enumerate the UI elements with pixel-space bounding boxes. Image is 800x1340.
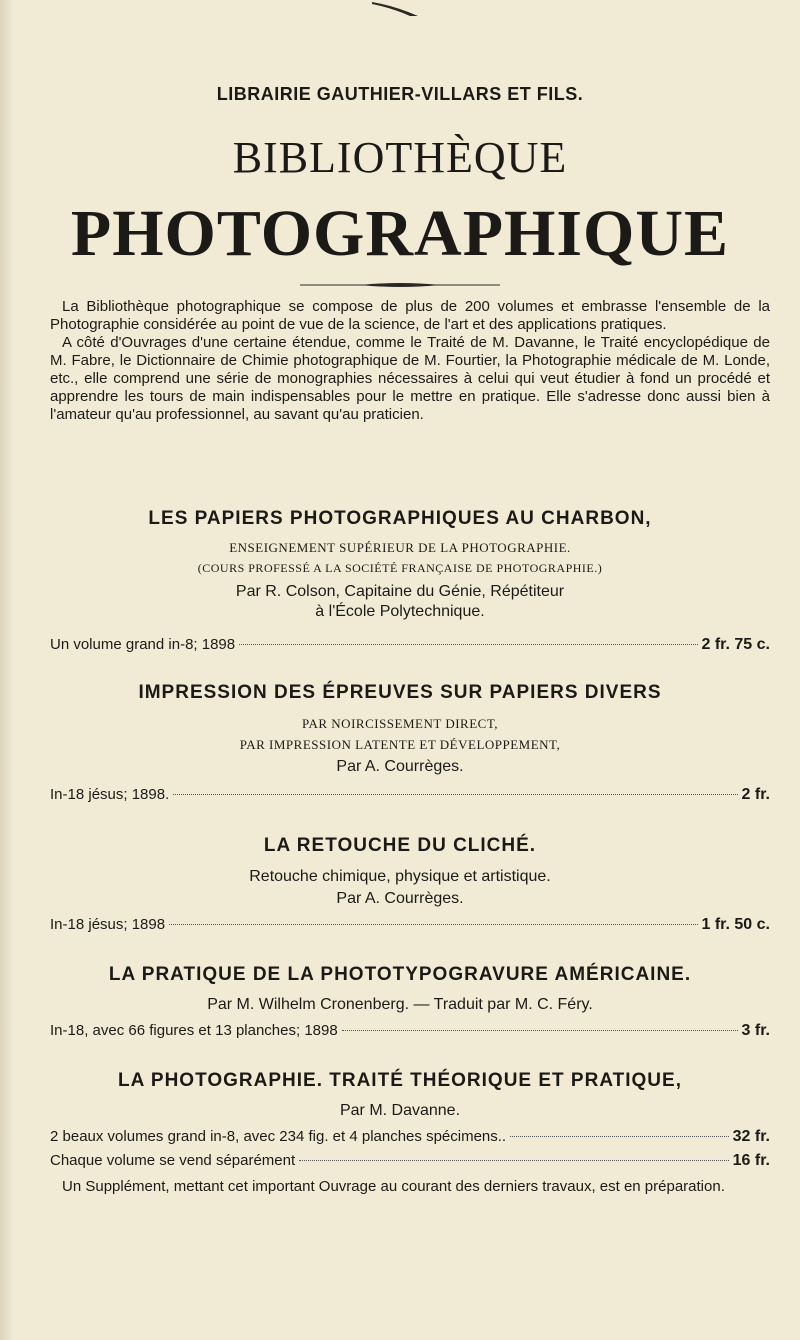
book-price-row [50, 636, 770, 654]
dot-leader [239, 644, 697, 645]
dot-leader [342, 1030, 738, 1031]
book-format: 2 beaux volumes grand in-8, avec 234 fig. et 4 planches spécimens.. [50, 1128, 507, 1145]
book-author: Par R. Colson, Capitaine du Génie, Répétiteur [235, 583, 565, 600]
book-author: à l'École Polytechnique. [315, 603, 485, 620]
book-subtitle: (COURS PROFESSÉ A LA SOCIÉTÉ FRANÇAISE DE PHOTOGRAPHIE.) [197, 561, 603, 575]
book-price-row [50, 1152, 770, 1170]
intro-paragraph: A côté d'Ouvrages d'une certaine étendue, comme le Traité de M. Davanne, le Traité encyclopédique de M. Fabre, le Dictionnaire de Chimie photographique de M. Fourtier, la Photographie médicale de M. Londe, etc., elle comprend une série de monographies nécessaires à celui qui veut étudier à fond un procédé et apprendre les tours de main indispensables pour le mettre en pratique. Elle s'adresse donc aussi bien à l'amateur qu'au professionnel, au savant qu'au praticien. [50, 334, 770, 423]
book-price-row [50, 786, 770, 804]
book-format: In-18 jésus; 1898. [50, 786, 170, 803]
book-format: Chaque volume se vend séparément [50, 1152, 296, 1169]
series-title-line2: PHOTOGRAPHIQUE [70, 197, 730, 270]
book-format: In-18, avec 66 figures et 13 planches; 1898 [50, 1022, 338, 1039]
book-price: 1 fr. 50 c. [701, 916, 770, 933]
book-subtitle: PAR IMPRESSION LATENTE ET DÉVELOPPEMENT, [239, 737, 561, 752]
decorative-rule [300, 282, 500, 288]
book-format: Un volume grand in-8; 1898 [50, 636, 236, 653]
book-price: 2 fr. 75 c. [701, 636, 770, 653]
book-subtitle: PAR NOIRCISSEMENT DIRECT, [301, 716, 499, 731]
book-note: Un Supplément, mettant cet important Ouvrage au courant des derniers travaux, est en préparation. [62, 1178, 725, 1195]
book-subtitle: Retouche chimique, physique et artistique. [249, 868, 551, 885]
book-title: LA PHOTOGRAPHIE. TRAITÉ THÉORIQUE ET PRATIQUE, [118, 1070, 682, 1091]
book-author: Par A. Courrèges. [336, 758, 464, 775]
book-title: LA PRATIQUE DE LA PHOTOTYPOGRAVURE AMÉRICAINE. [108, 964, 692, 985]
book-price: 32 fr. [732, 1128, 770, 1145]
book-format: In-18 jésus; 1898 [50, 916, 166, 933]
book-price: 2 fr. [741, 786, 770, 803]
book-subtitle: ENSEIGNEMENT SUPÉRIEUR DE LA PHOTOGRAPHIE. [229, 540, 571, 555]
book-price-row [50, 1022, 770, 1040]
book-price-row [50, 1128, 770, 1146]
dot-leader [510, 1136, 729, 1137]
book-title: LES PAPIERS PHOTOGRAPHIQUES AU CHARBON, [148, 508, 652, 529]
dot-leader [173, 794, 737, 795]
book-title: LA RETOUCHE DU CLICHÉ. [263, 835, 537, 856]
dot-leader [169, 924, 697, 925]
publisher-heading: LIBRAIRIE GAUTHIER-VILLARS ET FILS. [216, 84, 584, 104]
book-author: Par A. Courrèges. [336, 890, 464, 907]
book-price: 16 fr. [732, 1152, 770, 1169]
book-title: IMPRESSION DES ÉPREUVES SUR PAPIERS DIVERS [138, 682, 662, 703]
book-price: 3 fr. [741, 1022, 770, 1039]
book-price-row [50, 916, 770, 934]
series-title-line1: BIBLIOTHÈQUE [232, 133, 568, 182]
intro-text [50, 298, 770, 424]
dot-leader [299, 1160, 728, 1161]
intro-paragraph: La Bibliothèque photographique se compose de plus de 200 volumes et embrasse l'ensemble de la Photographie considérée au point de vue de la science, de l'art et des applications pratiques. [50, 298, 770, 333]
ornament-icon [370, 0, 420, 18]
book-author: Par M. Davanne. [339, 1102, 461, 1119]
book-author: Par M. Wilhelm Cronenberg. — Traduit par M. C. Féry. [207, 996, 593, 1013]
